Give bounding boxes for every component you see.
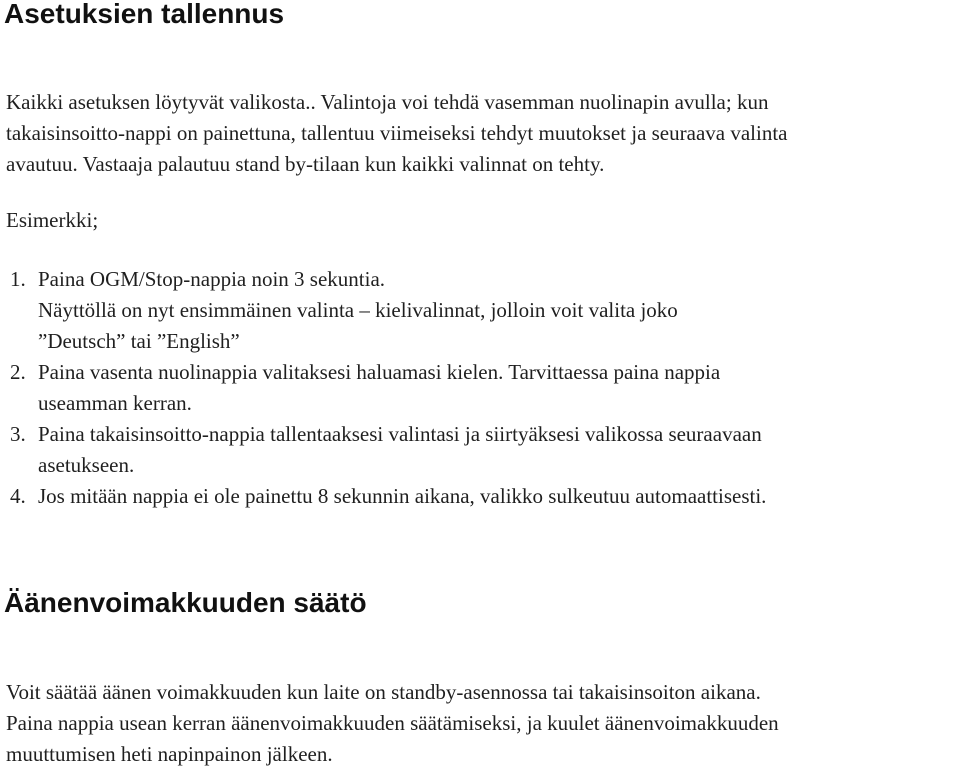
steps-list [6,264,766,512]
step-item [6,481,766,512]
step-line: Paina OGM/Stop-nappia noin 3 sekuntia. [38,267,386,291]
step-number: 1. [10,267,26,291]
section-heading-volume-control: Äänenvoimakkuuden säätö [4,587,367,618]
volume-line: muuttumisen heti napinpainon jälkeen. [6,742,333,766]
volume-paragraph [6,677,779,770]
step-line: Jos mitään nappia ei ole painettu 8 sekunnin aikana, valikko sulkeutuu automaattisesti. [38,484,767,508]
step-number: 4. [10,484,26,508]
intro-line: Kaikki asetuksen löytyvät valikosta.. Valintoja voi tehdä vasemman nuolinapin avulla; kun [6,90,769,114]
step-item [6,357,766,419]
step-number: 2. [10,360,26,384]
step-number: 3. [10,422,26,446]
example-label: Esimerkki; [6,208,99,232]
step-item [6,264,766,357]
step-line: Paina takaisinsoitto-nappia tallentaaksesi valintasi ja siirtyäksesi valikossa seuraavaan [38,422,762,446]
step-line: ”Deutsch” tai ”English” [38,329,240,353]
volume-line: Voit säätää äänen voimakkuuden kun laite on standby-asennossa tai takaisinsoiton aikana. [6,680,761,704]
intro-line: avautuu. Vastaaja palautuu stand by-tilaan kun kaikki valinnat on tehty. [6,152,605,176]
intro-paragraph [6,87,787,180]
step-line: Paina vasenta nuolinappia valitaksesi haluamasi kielen. Tarvittaessa paina nappia [38,360,721,384]
volume-line: Paina nappia usean kerran äänenvoimakkuuden säätämiseksi, ja kuulet äänenvoimakkuuden [6,711,779,735]
step-line: asetukseen. [38,453,135,477]
step-line: useamman kerran. [38,391,192,415]
step-item [6,419,766,481]
section-heading-settings-save: Asetuksien tallennus [4,0,285,29]
step-line: Näyttöllä on nyt ensimmäinen valinta – kielivalinnat, jolloin voit valita joko [38,298,678,322]
intro-line: takaisinsoitto-nappi on painettuna, tallentuu viimeiseksi tehdyt muutokset ja seuraava valinta [6,121,788,145]
